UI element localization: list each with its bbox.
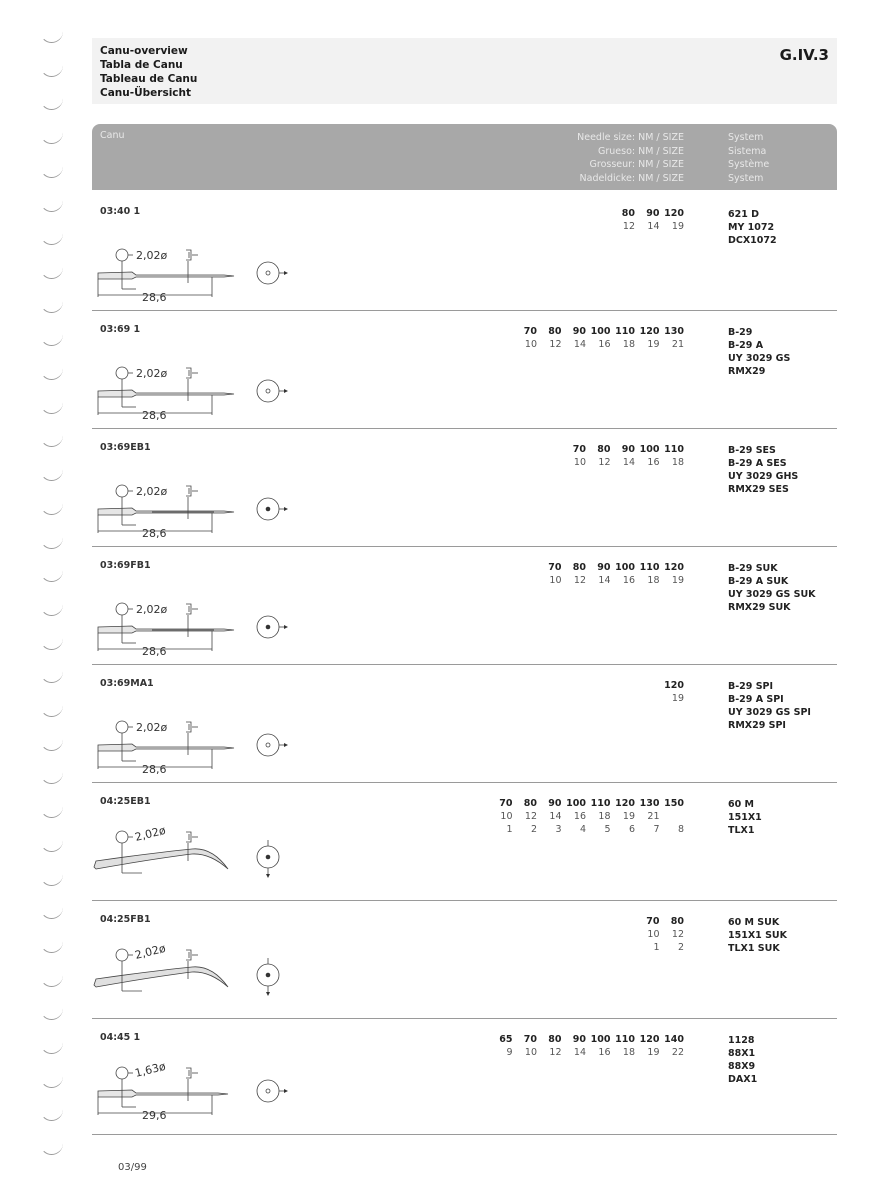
nm-value: 130	[664, 326, 684, 337]
system-name: DAX1	[728, 1074, 758, 1085]
size-value: 21	[647, 811, 660, 822]
canu-code: 04:45 1	[100, 1032, 141, 1043]
binding-ring	[40, 232, 63, 245]
cross-section-circle	[257, 262, 279, 284]
shank-diameter-circle	[116, 1067, 128, 1079]
needle-body	[98, 272, 234, 279]
size-value: 19	[671, 575, 684, 586]
shank-diameter-circle	[116, 831, 128, 843]
nm-value: 90	[621, 444, 635, 455]
system-list	[728, 916, 787, 955]
eye-dot	[266, 389, 270, 393]
extra-value: 6	[628, 824, 635, 835]
shank-diameter-circle	[116, 949, 128, 961]
title-en: Canu-overview	[100, 45, 188, 57]
binding-ring	[40, 1007, 63, 1020]
shank-diameter-circle	[116, 721, 128, 733]
binding-ring	[40, 434, 63, 447]
size-value: 10	[524, 339, 537, 350]
nm-value: 110	[615, 326, 635, 337]
size-value: 12	[524, 811, 537, 822]
nm-value: 120	[639, 1034, 660, 1045]
length-label: 28,6	[142, 527, 167, 540]
diameter-label: 2,02ø	[136, 721, 168, 734]
extra-value: 1	[506, 824, 513, 835]
needle-diagram	[92, 239, 312, 309]
needle-entry	[92, 203, 837, 311]
arrow-head	[284, 625, 288, 629]
system-name: UY 3029 GHS	[728, 471, 799, 482]
nm-value: 90	[572, 1034, 586, 1045]
system-name: MY 1072	[728, 222, 775, 233]
size-value: 14	[549, 811, 562, 822]
system-name: UY 3029 GS SUK	[728, 589, 816, 600]
canu-code: 04:25FB1	[100, 914, 151, 925]
binding-ring	[40, 738, 63, 751]
system-name: TLX1	[728, 825, 755, 836]
needle-entry	[92, 439, 837, 547]
system-list	[728, 798, 762, 837]
extra-value: 2	[677, 942, 684, 953]
size-label: Needle size: NM / SIZE	[577, 132, 684, 143]
extra-value: 7	[653, 824, 660, 835]
needle-entry	[92, 557, 837, 665]
system-label: Sistema	[728, 145, 767, 157]
size-value: 18	[647, 575, 660, 586]
system-name: 88X9	[728, 1061, 756, 1072]
length-label: 28,6	[142, 409, 167, 422]
size-value: 16	[598, 339, 611, 350]
eye-symbol	[186, 604, 191, 614]
extra-value: 8	[677, 824, 684, 835]
binding-ring	[40, 873, 63, 886]
shank-diameter-circle	[116, 249, 128, 261]
size-value: 18	[598, 811, 611, 822]
title-de: Canu-Übersicht	[100, 87, 192, 99]
size-value: 18	[622, 339, 635, 350]
needle-sizes	[635, 915, 684, 954]
eye-symbol	[186, 950, 191, 960]
extra-value: 2	[530, 824, 537, 835]
system-name: B-29 A SPI	[728, 694, 784, 705]
nm-value: 110	[639, 562, 660, 573]
system-name: B-29 SES	[728, 445, 776, 456]
diameter-label: 1,63ø	[133, 1059, 168, 1080]
needle-body	[94, 849, 228, 869]
system-name: UY 3029 GS	[728, 353, 791, 364]
binding-ring	[40, 603, 63, 616]
needle-body	[98, 508, 234, 515]
size-value: 12	[549, 339, 562, 350]
size-value: 22	[671, 1047, 684, 1058]
canu-code: 03:69EB1	[100, 442, 151, 453]
title-fr: Tableau de Canu	[100, 73, 198, 85]
size-value: 12	[622, 221, 635, 232]
size-value	[660, 810, 685, 823]
page-title	[100, 44, 197, 100]
binding-ring	[40, 704, 63, 717]
needle-diagram	[92, 939, 312, 1009]
needle-sizes	[488, 797, 684, 836]
size-value: 10	[500, 811, 513, 822]
system-name: 151X1	[728, 812, 762, 823]
needle-entry	[92, 321, 837, 429]
binding-ring	[40, 97, 63, 110]
nm-value: 80	[597, 444, 611, 455]
needle-sizes	[660, 679, 685, 705]
binding-ring	[40, 401, 63, 414]
extra-value: 5	[604, 824, 611, 835]
nm-value: 70	[523, 326, 537, 337]
cross-section-circle	[257, 1080, 279, 1102]
nm-value: 100	[566, 798, 586, 809]
size-value: 12	[598, 457, 611, 468]
binding-ring	[40, 131, 63, 144]
eye-dot	[266, 743, 270, 747]
system-name: DCX1072	[728, 235, 777, 246]
binding-ring	[40, 974, 63, 987]
nm-value: 80	[572, 562, 586, 573]
nm-value: 90	[548, 798, 562, 809]
size-value: 19	[647, 1047, 660, 1058]
binding-ring	[40, 502, 63, 515]
binding-ring	[40, 569, 63, 582]
nm-value: 80	[548, 326, 562, 337]
system-name: RMX29 SPI	[728, 720, 786, 731]
size-value: 19	[671, 693, 684, 704]
header-bar	[92, 38, 837, 104]
nm-value: 130	[639, 798, 660, 809]
eye-symbol	[186, 1068, 191, 1078]
nm-value: 70	[499, 798, 513, 809]
system-name: 151X1 SUK	[728, 930, 787, 941]
system-name: B-29 SUK	[728, 563, 778, 574]
nm-value: 80	[621, 208, 635, 219]
column-canu: Canu	[100, 130, 125, 141]
title-es: Tabla de Canu	[100, 59, 183, 71]
cross-section-circle	[257, 380, 279, 402]
cross-section-circle	[257, 734, 279, 756]
binding-ring	[40, 906, 63, 919]
extra-value: 4	[579, 824, 586, 835]
binding-ring	[40, 468, 63, 481]
binding-ring	[40, 839, 63, 852]
binding-ring	[40, 637, 63, 650]
diameter-label: 2,02ø	[136, 367, 168, 380]
needle-sizes	[537, 561, 684, 587]
size-value: 19	[671, 221, 684, 232]
eye-symbol	[186, 722, 191, 732]
nm-value: 110	[615, 1034, 635, 1045]
diameter-label: 2,02ø	[133, 941, 168, 962]
system-list	[728, 562, 816, 614]
needle-entry	[92, 1029, 837, 1135]
column-header	[92, 124, 837, 190]
system-label: System	[728, 172, 764, 184]
system-name: 60 M SUK	[728, 917, 780, 928]
eye-symbol	[186, 250, 191, 260]
extra-value: 3	[555, 824, 562, 835]
system-name: B-29	[728, 327, 753, 338]
nm-value: 120	[664, 562, 684, 573]
length-label: 28,6	[142, 763, 167, 776]
nm-value: 70	[646, 916, 660, 927]
canu-code: 03:69MA1	[100, 678, 154, 689]
nm-value: 70	[523, 1034, 537, 1045]
eye-symbol	[186, 368, 191, 378]
nm-value: 150	[664, 798, 684, 809]
needle-entry	[92, 793, 837, 901]
column-system	[728, 131, 769, 185]
nm-value: 100	[590, 326, 611, 337]
binding-ring	[40, 805, 63, 818]
needle-body	[98, 626, 234, 633]
canu-code: 03:40 1	[100, 206, 141, 217]
nm-value: 110	[664, 444, 684, 455]
binding-ring	[40, 266, 63, 279]
binding-ring	[40, 64, 63, 77]
column-needle-size	[577, 131, 684, 185]
arrow-head	[284, 1089, 288, 1093]
size-value: 19	[647, 339, 660, 350]
eye-symbol	[186, 832, 191, 842]
needle-body	[94, 967, 228, 987]
system-list	[728, 1034, 757, 1086]
needle-entry	[92, 911, 837, 1019]
arrow-head	[284, 507, 288, 511]
size-value: 12	[573, 575, 586, 586]
nm-value: 120	[615, 798, 635, 809]
needle-sizes	[513, 325, 685, 351]
system-name: UY 3029 GS SPI	[728, 707, 811, 718]
size-value: 12	[549, 1047, 562, 1058]
arrow-head	[284, 271, 288, 275]
binding-ring	[40, 670, 63, 683]
diameter-label: 2,02ø	[136, 485, 168, 498]
binding-ring	[40, 1075, 63, 1088]
arrow-head	[284, 743, 288, 747]
system-list	[728, 208, 777, 247]
size-value: 14	[622, 457, 635, 468]
needle-body	[98, 390, 234, 397]
size-value: 9	[506, 1047, 513, 1058]
nm-value: 80	[670, 916, 684, 927]
binding-ring	[40, 199, 63, 212]
nm-value: 70	[572, 444, 586, 455]
nm-value: 90	[572, 326, 586, 337]
system-label: System	[728, 132, 764, 143]
page-code: G.IV.3	[779, 46, 829, 64]
diameter-label: 2,02ø	[133, 823, 168, 844]
shank-diameter-circle	[116, 367, 128, 379]
size-value: 16	[647, 457, 660, 468]
system-list	[728, 326, 790, 378]
system-name: RMX29	[728, 366, 766, 377]
system-name: 1128	[728, 1035, 755, 1046]
nm-value: 100	[590, 1034, 611, 1045]
binding-ring	[40, 940, 63, 953]
size-value: 10	[573, 457, 586, 468]
eye-dot	[266, 507, 271, 512]
shank-diameter-circle	[116, 603, 128, 615]
nm-value: 110	[590, 798, 611, 809]
nm-value: 140	[664, 1034, 684, 1045]
nm-value: 120	[664, 680, 684, 691]
footer-date: 03/99	[118, 1162, 147, 1173]
eye-symbol	[186, 486, 191, 496]
nm-value: 65	[499, 1034, 513, 1045]
nm-value: 70	[548, 562, 562, 573]
nm-value: 80	[548, 1034, 562, 1045]
size-label: Grosseur: NM / SIZE	[589, 159, 684, 170]
needle-sizes	[488, 1033, 684, 1059]
arrow-head	[266, 992, 270, 996]
eye-dot	[266, 973, 271, 978]
system-name: TLX1 SUK	[728, 943, 780, 954]
binding-ring	[40, 333, 63, 346]
size-value: 10	[647, 929, 660, 940]
size-value: 12	[671, 929, 684, 940]
arrow-head	[266, 874, 270, 878]
size-value: 18	[622, 1047, 635, 1058]
binding-ring	[40, 771, 63, 784]
system-name: B-29 A	[728, 340, 764, 351]
binding-ring	[40, 300, 63, 313]
system-name: B-29 A SUK	[728, 576, 789, 587]
system-label: Système	[728, 159, 770, 170]
length-label: 28,6	[142, 291, 167, 304]
size-value: 16	[573, 811, 586, 822]
nm-value: 100	[615, 562, 635, 573]
size-value: 21	[671, 339, 684, 350]
length-label: 28,6	[142, 645, 167, 658]
nm-value: 100	[639, 444, 660, 455]
arrow-head	[284, 389, 288, 393]
size-value: 19	[622, 811, 635, 822]
canu-code: 03:69FB1	[100, 560, 151, 571]
nm-value: 120	[639, 326, 660, 337]
system-name: B-29 SPI	[728, 681, 774, 692]
system-name: 88X1	[728, 1048, 756, 1059]
nm-value: 120	[664, 208, 684, 219]
needle-diagram	[92, 1057, 312, 1127]
needle-diagram	[92, 821, 312, 891]
size-label: Grueso: NM / SIZE	[597, 145, 684, 157]
size-value: 14	[573, 339, 586, 350]
needle-diagram	[92, 711, 312, 781]
nm-value: 80	[523, 798, 537, 809]
system-name: 621 D	[728, 209, 760, 220]
system-name: B-29 A SES	[728, 458, 787, 469]
size-value: 10	[524, 1047, 537, 1058]
size-value: 16	[598, 1047, 611, 1058]
binding-ring	[40, 1142, 63, 1155]
size-value: 14	[647, 221, 660, 232]
length-label: 29,6	[142, 1109, 167, 1122]
needle-sizes	[611, 207, 685, 233]
system-list	[728, 680, 811, 732]
canu-code: 04:25EB1	[100, 796, 151, 807]
eye-dot	[266, 271, 270, 275]
binding-ring	[40, 30, 63, 43]
size-value: 14	[573, 1047, 586, 1058]
needle-diagram	[92, 357, 312, 427]
needle-body	[98, 744, 234, 751]
needle-entry	[92, 675, 837, 783]
size-value: 16	[622, 575, 635, 586]
needle-body	[98, 1090, 228, 1097]
binding-ring	[40, 1108, 63, 1121]
extra-value: 1	[653, 942, 660, 953]
needle-diagram	[92, 593, 312, 663]
diameter-label: 2,02ø	[136, 249, 168, 262]
nm-value: 90	[646, 208, 660, 219]
diameter-label: 2,02ø	[136, 603, 168, 616]
binding-ring	[40, 367, 63, 380]
eye-dot	[266, 1089, 270, 1093]
system-name: 60 M	[728, 799, 754, 810]
binding-ring	[40, 165, 63, 178]
size-value: 10	[549, 575, 562, 586]
size-value: 18	[671, 457, 684, 468]
size-value: 14	[598, 575, 611, 586]
nm-value: 90	[597, 562, 611, 573]
system-list	[728, 444, 798, 496]
system-name: RMX29 SUK	[728, 602, 791, 613]
shank-diameter-circle	[116, 485, 128, 497]
eye-dot	[266, 855, 271, 860]
binding-ring	[40, 1041, 63, 1054]
needle-diagram	[92, 475, 312, 545]
binding-ring	[40, 536, 63, 549]
needle-sizes	[562, 443, 685, 469]
size-label: Nadeldicke: NM / SIZE	[579, 172, 684, 184]
eye-dot	[266, 625, 271, 630]
canu-code: 03:69 1	[100, 324, 141, 335]
system-name: RMX29 SES	[728, 484, 789, 495]
